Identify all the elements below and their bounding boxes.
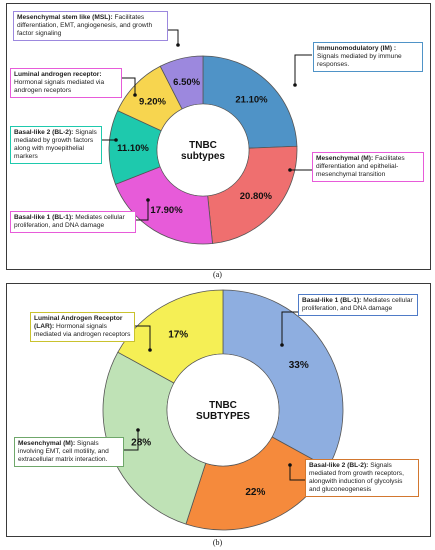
leader-line-tip (288, 463, 292, 467)
callout-title: Basal-like 1 (BL-1): (14, 214, 74, 221)
leader-line-tip (136, 428, 140, 432)
leader-line-tip (280, 343, 284, 347)
callout-desc: Mediates cellular proliferation, and DNA damage (302, 297, 413, 313)
slice-value-label-0-5: 6.50% (173, 76, 201, 88)
center-label-1-1: SUBTYPES (196, 411, 250, 422)
slice-value-label-0-4: 9.20% (139, 96, 166, 108)
leader-line-tip (288, 168, 292, 172)
callout-title: Mesenchymal stem like (MSL): (17, 14, 113, 21)
callout-title: Basal-like 2 (BL-2): (14, 129, 74, 136)
callout-desc: Mediates cellular proliferation, and DNA damage (14, 214, 125, 230)
callout-desc: Signals mediated from growth receptors, alongwith induction of glycolysis and gluconeogenesis (309, 462, 404, 494)
slice-value-label-1-0: 33% (288, 360, 309, 372)
center-label-1-0: TNBC (209, 400, 237, 411)
callout-lar-a (10, 68, 122, 98)
callout-desc: Facilitates differentiation and epithelial-mesenchymal transition (316, 155, 405, 179)
leader-line-tip (114, 138, 118, 142)
callout-title: Mesenchymal (M): (316, 155, 374, 162)
slice-value-label-0-1: 20.80% (239, 190, 272, 202)
callout-bl1-a (10, 211, 136, 233)
callout-bl2-a (10, 126, 102, 164)
leader-line-tip (148, 348, 152, 352)
leader-line-tip (133, 93, 137, 97)
slice-value-label-1-1: 22% (245, 486, 266, 498)
panel-label-b: (b) (212, 538, 223, 547)
leader-line (168, 30, 178, 45)
donut-0 (109, 56, 297, 244)
slice-value-label-1-2: 28% (131, 437, 152, 449)
leader-line-tip (146, 198, 150, 202)
callout-bl2-b (305, 459, 419, 497)
callout-im (313, 42, 423, 72)
callout-title: Luminal Androgen Receptor (LAR): (34, 315, 123, 331)
callout-desc: Facilitates differentiation, EMT, angiogenesis, and growth factor signaling (17, 14, 153, 38)
leader-line-tip (176, 43, 180, 47)
callout-desc: Hormonal signals mediated via androgen receptors (34, 323, 131, 339)
callout-lar-b (30, 312, 135, 342)
leader-line-tip (293, 83, 297, 87)
callout-title: Luminal androgen receptor: (14, 71, 102, 78)
callout-desc: Signals mediated by immune responses. (317, 53, 402, 69)
callout-title: Basal-like 1 (BL-1): (302, 297, 362, 304)
callout-title: Immunomodulatory (IM) : (317, 45, 397, 52)
callout-msl (13, 11, 168, 41)
center-label-0-1: subtypes (181, 151, 225, 162)
panel-label-a: (a) (213, 270, 222, 279)
slice-value-label-0-2: 17.90% (150, 204, 183, 216)
callout-desc: Signals mediated by growth factors along with myoepithelial markers (14, 129, 97, 161)
callout-m-b (14, 437, 124, 467)
callout-title: Basal-like 2 (BL-2): (309, 462, 369, 469)
callout-desc: Signals involving EMT, cell motility, and extracellular matrix interaction. (18, 440, 109, 464)
callout-desc: Hormonal signals mediated via androgen receptors (14, 79, 105, 95)
slice-value-label-0-0: 21.10% (235, 94, 268, 106)
slice-value-label-0-3: 11.10% (117, 142, 149, 154)
callout-title: Mesenchymal (M): (18, 440, 76, 447)
slice-value-label-1-3: 17% (168, 329, 189, 341)
callout-m-a (312, 152, 424, 182)
center-label-0-0: TNBC (189, 140, 217, 151)
leader-line (295, 55, 312, 85)
callout-bl1-b (298, 294, 418, 316)
